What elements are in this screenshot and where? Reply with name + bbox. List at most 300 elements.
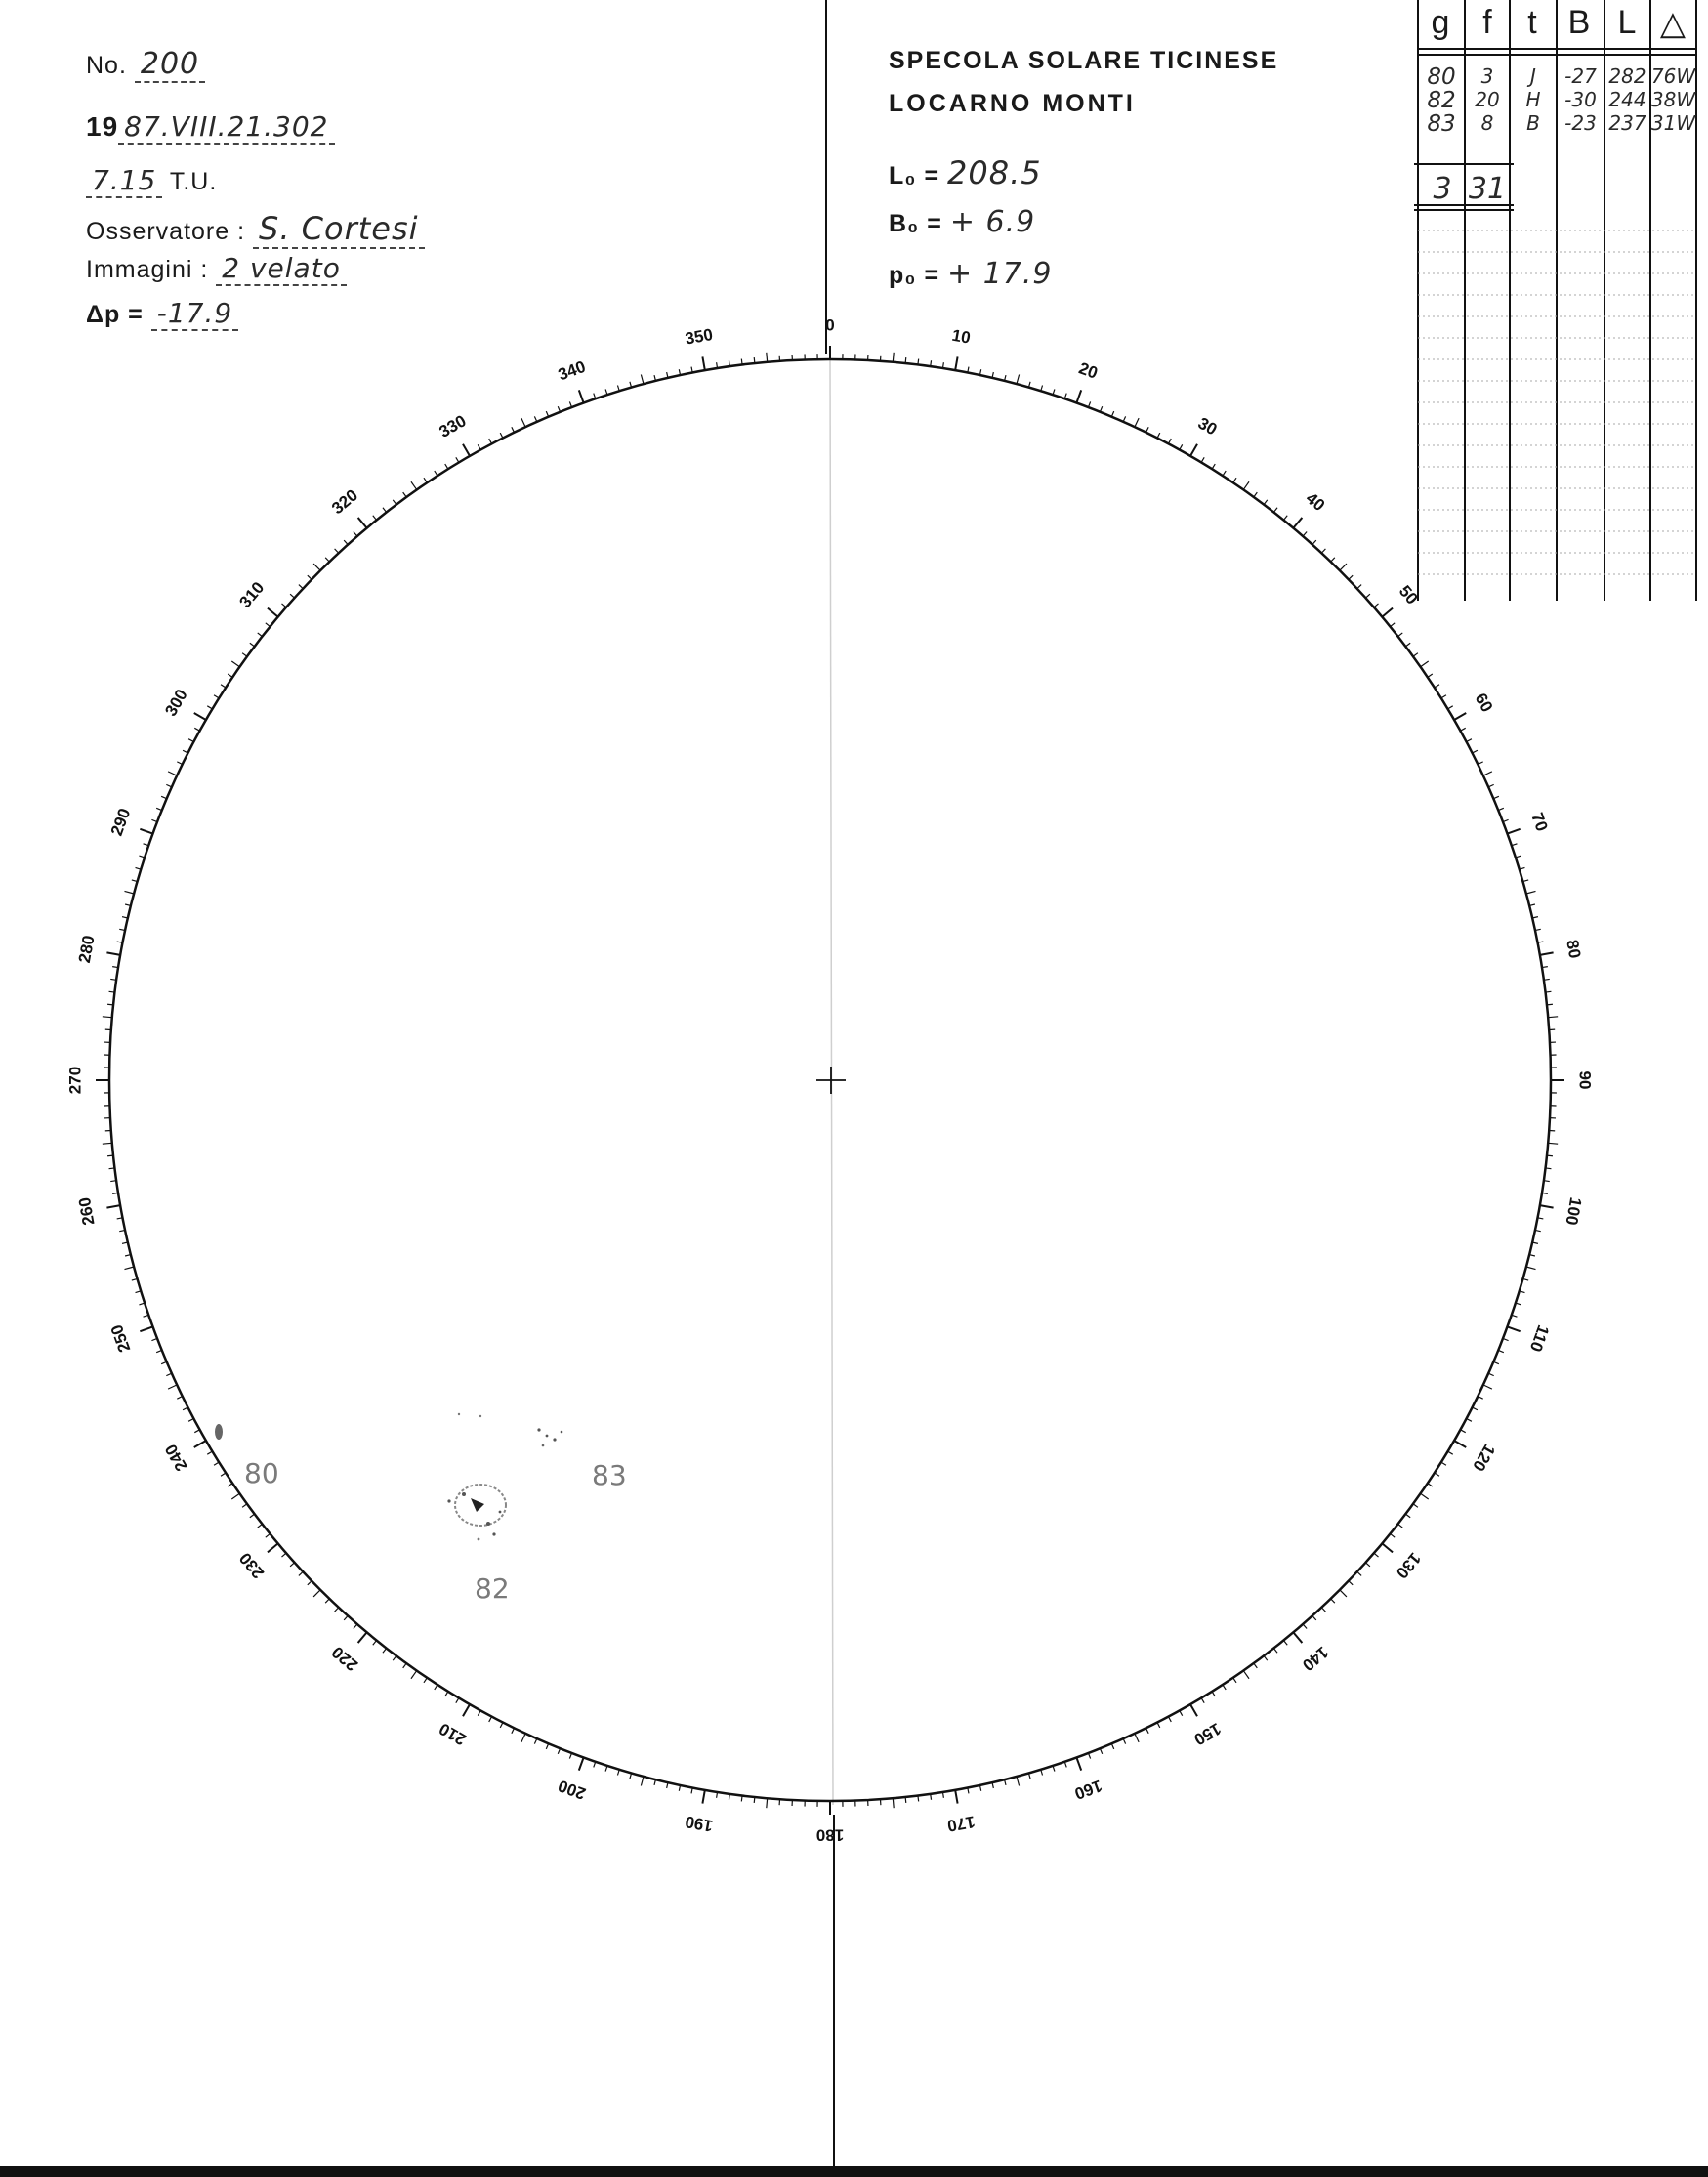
tick-36	[1254, 492, 1258, 497]
tick-38	[1273, 508, 1277, 513]
tick-215	[411, 1671, 417, 1679]
table-cell-f: 20	[1475, 88, 1500, 111]
table-cell-delta: 76W	[1650, 64, 1696, 88]
tick-241	[194, 1430, 199, 1433]
degree-label-220: 220	[328, 1642, 362, 1675]
B0-label: B₀ =	[889, 210, 942, 237]
tick-119	[1460, 1430, 1465, 1433]
tick-297	[183, 750, 187, 753]
table-cell-g: 82	[1427, 88, 1456, 113]
degree-label-190: 190	[684, 1812, 715, 1836]
degree-label-290: 290	[106, 806, 135, 839]
degree-label-230: 230	[235, 1548, 269, 1582]
table-cell-B: -23	[1564, 111, 1597, 135]
table-cell-t: J	[1530, 64, 1536, 88]
tick-40	[1293, 518, 1302, 528]
degree-label-350: 350	[684, 324, 715, 349]
tick-82	[1544, 979, 1550, 980]
tick-44	[1331, 558, 1335, 562]
col-header-t: t	[1527, 4, 1537, 41]
tick-212	[445, 1692, 448, 1696]
tick-63	[1473, 750, 1478, 753]
table-cell-t: H	[1525, 88, 1541, 111]
tick-152	[1168, 1717, 1171, 1722]
tick-208	[489, 1717, 492, 1722]
P0-value: + 17.9	[947, 257, 1053, 291]
tick-328	[445, 464, 448, 469]
degree-label-10: 10	[950, 325, 973, 348]
sunspot-group-83-sketch	[458, 1413, 563, 1446]
tick-307	[250, 643, 255, 647]
total-groups: 3	[1433, 172, 1452, 206]
sunspot-group-80-sketch	[215, 1424, 223, 1440]
tick-310	[268, 608, 278, 617]
tick-96	[1547, 1155, 1553, 1156]
table-cell-L: 237	[1608, 111, 1646, 135]
tick-130	[1382, 1543, 1393, 1552]
degree-label-150: 150	[1190, 1719, 1225, 1749]
col-header-f: f	[1482, 4, 1492, 41]
tick-146	[1233, 1678, 1236, 1683]
tick-17	[1041, 386, 1043, 392]
observer-value: S. Cortesi	[253, 210, 425, 249]
tick-32	[1212, 464, 1215, 469]
tick-206	[512, 1728, 515, 1733]
tick-219	[373, 1641, 377, 1646]
degree-label-210: 210	[436, 1719, 470, 1749]
B0-value: + 6.9	[949, 205, 1036, 239]
tick-313	[299, 585, 303, 589]
tick-255	[124, 1267, 134, 1270]
tick-355	[767, 353, 768, 362]
tick-265	[103, 1143, 112, 1144]
tick-187	[741, 1795, 742, 1801]
tick-253	[136, 1291, 142, 1293]
tick-173	[918, 1795, 919, 1801]
tick-304	[228, 674, 232, 677]
tick-154	[1146, 1728, 1149, 1733]
tick-275	[103, 1017, 112, 1018]
tick-126	[1413, 1504, 1418, 1508]
degree-label-200: 200	[556, 1776, 589, 1804]
tick-8	[931, 360, 932, 366]
tick-122	[1441, 1462, 1446, 1465]
tick-200	[579, 1757, 584, 1770]
tick-232	[258, 1524, 263, 1528]
tick-150	[1190, 1704, 1197, 1716]
date-prefix: 19	[86, 111, 119, 142]
tick-217	[393, 1655, 396, 1660]
tick-175	[893, 1798, 894, 1808]
tick-57	[1435, 685, 1439, 688]
tick-234	[242, 1504, 247, 1508]
tick-345	[641, 374, 644, 384]
tick-327	[435, 471, 437, 476]
degree-label-160: 160	[1071, 1776, 1104, 1804]
tick-216	[403, 1663, 407, 1668]
tick-5	[893, 353, 894, 362]
tick-51	[1391, 623, 1396, 627]
images-label: Immagini :	[86, 256, 209, 283]
tick-54	[1413, 653, 1418, 657]
tick-314	[308, 575, 312, 579]
tick-151	[1180, 1710, 1183, 1715]
tick-317	[335, 549, 339, 553]
tick-227	[299, 1571, 303, 1575]
tick-110	[1507, 1326, 1520, 1331]
tick-62	[1467, 739, 1472, 742]
tick-222	[344, 1615, 348, 1619]
tick-58	[1441, 695, 1446, 698]
tick-37	[1264, 500, 1268, 505]
degree-label-260: 260	[74, 1195, 99, 1227]
tick-61	[1460, 728, 1465, 731]
tick-213	[435, 1685, 437, 1690]
tick-312	[290, 594, 294, 598]
tick-325	[411, 481, 417, 489]
number-label: No.	[86, 52, 127, 79]
tick-50	[1382, 608, 1393, 617]
tick-263	[109, 1168, 115, 1169]
L0-value: 208.5	[947, 154, 1042, 191]
tick-322	[383, 508, 387, 513]
tick-190	[702, 1790, 704, 1804]
tick-7	[918, 359, 919, 365]
tick-52	[1398, 633, 1403, 637]
tick-230	[268, 1543, 278, 1552]
group-label-82: 82	[475, 1572, 510, 1605]
tick-218	[383, 1649, 387, 1654]
tick-65	[1483, 772, 1492, 775]
tick-149	[1201, 1698, 1204, 1703]
degree-label-20: 20	[1076, 358, 1101, 383]
tick-221	[354, 1624, 357, 1629]
col-header-L: L	[1617, 4, 1637, 41]
tick-300	[194, 713, 206, 720]
degree-label-100: 100	[1562, 1195, 1586, 1227]
degree-label-180: 180	[815, 1825, 845, 1845]
tick-141	[1283, 1641, 1287, 1646]
tick-137	[1321, 1608, 1325, 1612]
tick-153	[1157, 1723, 1160, 1728]
degree-label-30: 30	[1194, 413, 1221, 440]
tick-296	[177, 762, 182, 765]
tick-26	[1146, 427, 1149, 432]
tick-85	[1548, 1017, 1558, 1018]
tick-115	[1483, 1385, 1492, 1389]
tick-33	[1223, 471, 1226, 476]
tick-28	[1168, 439, 1171, 443]
tick-138	[1312, 1615, 1316, 1619]
tick-73	[1520, 867, 1525, 869]
delta-p-value: -17.9	[151, 297, 238, 331]
tick-335	[521, 418, 525, 427]
degree-label-280: 280	[74, 934, 99, 965]
tick-315	[313, 564, 320, 570]
tick-211	[456, 1698, 459, 1703]
table-cell-g: 80	[1427, 64, 1456, 90]
tick-343	[617, 386, 619, 392]
degree-label-240: 240	[161, 1441, 191, 1475]
tick-185	[767, 1798, 768, 1808]
tick-107	[1520, 1291, 1525, 1293]
tick-305	[231, 661, 239, 667]
tick-140	[1293, 1632, 1302, 1643]
col-header-g: g	[1431, 4, 1450, 41]
tick-260	[106, 1205, 120, 1207]
tick-301	[207, 706, 212, 709]
tick-186	[754, 1797, 755, 1803]
time-unit: T.U.	[169, 168, 218, 195]
tick-120	[1454, 1441, 1466, 1447]
tick-243	[183, 1407, 187, 1410]
tick-155	[1135, 1734, 1139, 1742]
tick-242	[188, 1418, 193, 1421]
tick-285	[124, 891, 134, 894]
tick-98	[1544, 1181, 1550, 1182]
tick-340	[579, 390, 584, 402]
tick-239	[207, 1451, 212, 1454]
table-cell-L: 282	[1608, 64, 1646, 88]
tick-132	[1365, 1563, 1369, 1567]
tick-302	[214, 695, 219, 698]
total-spots: 31	[1468, 172, 1507, 206]
tick-143	[1264, 1655, 1268, 1660]
tick-127	[1405, 1514, 1410, 1518]
tick-121	[1448, 1451, 1453, 1454]
tick-55	[1421, 661, 1429, 667]
degree-label-140: 140	[1298, 1642, 1332, 1675]
degree-label-0: 0	[825, 315, 835, 335]
tick-240	[194, 1441, 206, 1447]
tick-237	[221, 1473, 226, 1476]
tick-53	[1405, 643, 1410, 647]
tick-316	[325, 558, 329, 562]
tick-244	[177, 1397, 182, 1400]
tick-333	[500, 433, 503, 438]
tick-354	[754, 357, 755, 363]
tick-303	[221, 685, 226, 688]
tick-311	[281, 604, 286, 607]
L0-label: L₀ =	[889, 162, 940, 189]
tick-118	[1467, 1418, 1472, 1421]
images-value: 2 velato	[216, 252, 347, 286]
tick-84	[1547, 1004, 1553, 1005]
tick-165	[1017, 1777, 1020, 1786]
tick-299	[194, 728, 199, 731]
tick-332	[489, 439, 492, 443]
tick-56	[1428, 674, 1433, 677]
tick-145	[1243, 1671, 1249, 1679]
institution-location: LOCARNO MONTI	[889, 90, 1136, 117]
tick-330	[463, 444, 470, 456]
tick-29	[1180, 444, 1183, 449]
degree-label-320: 320	[328, 485, 362, 519]
tick-30	[1190, 444, 1197, 456]
tick-64	[1478, 762, 1482, 765]
tick-277	[109, 991, 115, 992]
tick-220	[358, 1632, 367, 1643]
time-value: 7.15	[86, 164, 162, 198]
tick-210	[463, 1704, 470, 1716]
tick-278	[110, 979, 116, 980]
tick-124	[1428, 1484, 1433, 1486]
degree-label-90: 90	[1575, 1070, 1595, 1090]
tick-125	[1421, 1493, 1429, 1499]
tick-60	[1454, 713, 1466, 720]
tick-226	[308, 1581, 312, 1585]
table-cell-L: 244	[1608, 88, 1646, 111]
tick-49	[1374, 604, 1379, 607]
degree-label-130: 130	[1392, 1548, 1425, 1582]
tick-319	[354, 531, 357, 536]
tick-320	[358, 518, 367, 528]
tick-225	[313, 1590, 320, 1597]
tick-160	[1076, 1757, 1081, 1770]
tick-318	[344, 540, 348, 544]
tick-329	[456, 457, 459, 462]
tick-321	[373, 516, 377, 521]
table-cell-B: -30	[1564, 88, 1597, 111]
tick-147	[1223, 1685, 1226, 1690]
tick-10	[955, 356, 957, 370]
tick-334	[512, 427, 515, 432]
tick-43	[1321, 549, 1325, 553]
tick-46	[1349, 575, 1353, 579]
tick-134	[1349, 1581, 1353, 1585]
table-cell-delta: 31W	[1650, 111, 1696, 135]
tick-80	[1540, 952, 1554, 954]
tick-136	[1331, 1599, 1335, 1603]
table-cell-g: 83	[1427, 111, 1456, 137]
tick-290	[140, 829, 152, 834]
delta-p-label: Δp =	[86, 301, 144, 328]
tick-323	[393, 500, 396, 505]
tick-174	[905, 1797, 906, 1803]
tick-309	[266, 623, 271, 627]
tick-228	[290, 1563, 294, 1567]
tick-163	[1041, 1770, 1043, 1776]
degree-label-120: 120	[1469, 1441, 1499, 1475]
tick-41	[1303, 531, 1307, 536]
tick-128	[1398, 1524, 1403, 1528]
tick-139	[1303, 1624, 1307, 1629]
tick-45	[1340, 564, 1347, 570]
tick-129	[1391, 1533, 1396, 1537]
institution-name: SPECOLA SOLARE TICINESE	[889, 47, 1279, 74]
tick-70	[1507, 829, 1520, 834]
tick-123	[1435, 1473, 1439, 1476]
degree-label-50: 50	[1395, 581, 1422, 608]
tick-205	[521, 1734, 525, 1742]
tick-326	[424, 478, 427, 482]
tick-235	[231, 1493, 239, 1499]
tick-233	[250, 1514, 255, 1518]
tick-42	[1312, 540, 1316, 544]
tick-131	[1374, 1553, 1379, 1557]
tick-262	[110, 1181, 116, 1182]
scan-bottom-edge	[0, 2166, 1708, 2177]
tick-75	[1526, 891, 1536, 894]
col-header-delta: △	[1659, 5, 1687, 42]
tick-47	[1357, 585, 1361, 589]
tick-133	[1357, 1571, 1361, 1575]
tick-350	[702, 356, 704, 370]
degree-label-40: 40	[1302, 488, 1329, 516]
table-cell-delta: 38W	[1650, 88, 1696, 111]
tick-324	[403, 492, 407, 497]
tick-148	[1212, 1692, 1215, 1696]
tick-209	[478, 1710, 480, 1715]
tick-224	[325, 1599, 329, 1603]
tick-236	[228, 1484, 232, 1486]
degree-label-310: 310	[235, 578, 269, 612]
table-cell-t: B	[1526, 111, 1540, 135]
table-cell-B: -27	[1564, 64, 1597, 88]
table-cell-f: 3	[1480, 64, 1494, 88]
tick-100	[1540, 1205, 1554, 1207]
tick-135	[1340, 1590, 1347, 1597]
tick-295	[168, 772, 177, 775]
tick-95	[1548, 1143, 1558, 1144]
degree-label-330: 330	[436, 411, 470, 441]
date-value: 87.VIII.21.302	[118, 110, 334, 145]
group-label-80: 80	[244, 1457, 279, 1489]
tick-31	[1201, 457, 1204, 462]
col-header-B: B	[1567, 4, 1591, 41]
tick-306	[242, 653, 247, 657]
tick-35	[1243, 481, 1249, 489]
tick-250	[140, 1326, 152, 1331]
degree-label-250: 250	[106, 1321, 135, 1355]
tick-20	[1076, 390, 1081, 402]
tick-287	[136, 867, 142, 869]
tick-48	[1365, 594, 1369, 598]
tick-172	[931, 1794, 932, 1800]
tick-97	[1545, 1168, 1551, 1169]
tick-34	[1233, 478, 1236, 482]
tick-245	[168, 1385, 177, 1389]
tick-83	[1545, 991, 1551, 992]
observer-label: Osservatore :	[86, 218, 246, 245]
tick-6	[905, 357, 906, 363]
tick-59	[1448, 706, 1453, 709]
group-label-83: 83	[592, 1459, 627, 1491]
tick-25	[1135, 418, 1139, 427]
number-value: 200	[135, 47, 205, 83]
tick-142	[1273, 1649, 1277, 1654]
tick-264	[107, 1155, 113, 1156]
tick-280	[106, 952, 120, 954]
tick-308	[258, 633, 263, 637]
tick-117	[1473, 1407, 1478, 1410]
tick-298	[188, 739, 193, 742]
tick-238	[214, 1462, 219, 1465]
tick-116	[1478, 1397, 1482, 1400]
tick-276	[107, 1004, 113, 1005]
tick-144	[1254, 1663, 1258, 1668]
tick-231	[266, 1533, 271, 1537]
tick-223	[335, 1608, 339, 1612]
tick-229	[281, 1553, 286, 1557]
tick-207	[500, 1723, 503, 1728]
degree-label-340: 340	[556, 356, 589, 385]
degree-label-170: 170	[945, 1812, 977, 1836]
table-cell-f: 8	[1480, 111, 1494, 135]
tick-353	[741, 359, 742, 365]
tick-39	[1283, 516, 1287, 521]
degree-label-60: 60	[1471, 690, 1497, 716]
